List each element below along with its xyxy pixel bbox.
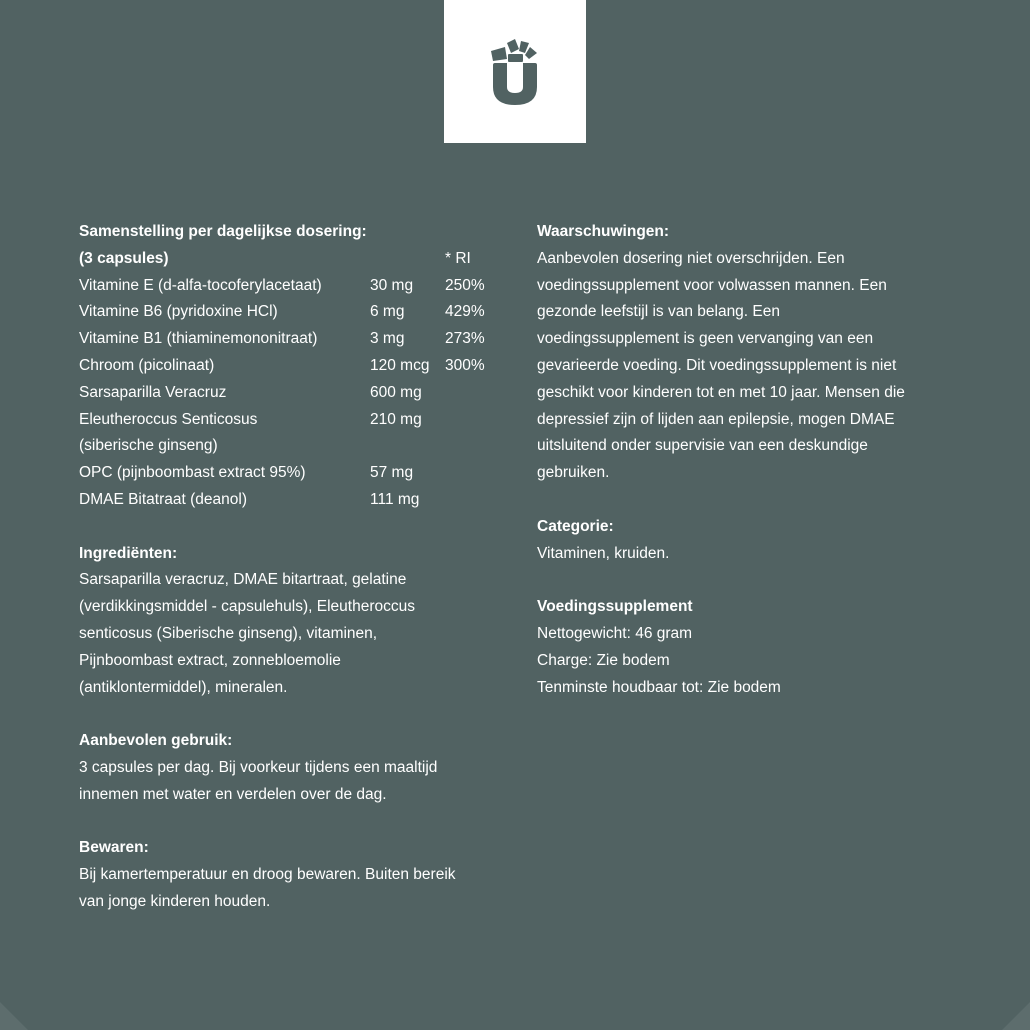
warnings-line: gezonde leefstijl is van belang. Een <box>537 303 780 321</box>
nutrient-name: Vitamine B1 (thiaminemononitraat) <box>79 330 318 348</box>
category-heading: Categorie: <box>537 517 614 535</box>
category-line: Vitaminen, kruiden. <box>537 544 670 562</box>
nutrient-amount: 111 mg <box>370 490 420 508</box>
nutrient-ri <box>445 380 505 407</box>
composition-subheading: (3 capsules) <box>79 249 169 267</box>
nutrient-name: Sarsaparilla Veracruz <box>79 383 227 401</box>
nutrient-amount: 120 mcg <box>370 356 430 374</box>
supplement-line: Nettogewicht: 46 gram <box>537 624 693 642</box>
supplement-line: Tenminste houdbaar tot: Zie bodem <box>537 678 781 696</box>
ingredients-line: Pijnboombast extract, zonnebloemolie <box>79 651 341 669</box>
nutrient-name: Chroom (picolinaat) <box>79 356 215 374</box>
warnings-line: uitsluitend onder supervisie van een deskundige <box>537 437 868 455</box>
composition-table <box>79 246 505 514</box>
corner-decoration-left <box>0 1002 28 1030</box>
composition-row <box>79 487 505 514</box>
supplement-heading: Voedingssupplement <box>537 598 693 616</box>
nutrient-name: (siberische ginseng) <box>79 437 218 455</box>
composition-row <box>79 407 505 434</box>
ingredients-heading: Ingrediënten: <box>79 544 178 562</box>
supplement-line: Charge: Zie bodem <box>537 651 670 669</box>
nutrient-ri: 300% <box>445 356 485 374</box>
nutrient-ri <box>445 433 505 460</box>
warnings-heading: Waarschuwingen: <box>537 223 670 240</box>
nutrient-ri <box>445 460 505 487</box>
composition-row <box>79 353 505 380</box>
nutrient-name: OPC (pijnboombast extract 95%) <box>79 464 306 482</box>
nutrient-amount: 210 mg <box>370 410 422 428</box>
ingredients-line: senticosus (Siberische ginseng), vitaminen, <box>79 624 378 642</box>
nutrient-name: Eleutheroccus Senticosus <box>79 410 258 428</box>
composition-row <box>79 460 505 487</box>
nutrient-ri <box>445 407 505 434</box>
composition-heading: Samenstelling per dagelijkse dosering: <box>79 223 367 240</box>
usage-line: 3 capsules per dag. Bij voorkeur tijdens een maaltijd <box>79 758 438 776</box>
nutrient-amount: 57 mg <box>370 464 414 482</box>
storage-line: Bij kamertemperatuur en droog bewaren. Buiten bereik <box>79 866 456 884</box>
warnings-line: gebruiken. <box>537 464 610 482</box>
nutrient-amount <box>370 433 445 460</box>
supplement-text <box>537 621 957 701</box>
usage-line: innemen met water en verdelen over de dag. <box>79 785 387 803</box>
warnings-line: geschikt voor kinderen tot en met 10 jaar. Mensen die <box>537 383 905 401</box>
nutrient-ri <box>445 487 505 514</box>
composition-row <box>79 273 505 300</box>
ingredients-line: (verdikkingsmiddel - capsulehuls), Eleutheroccus <box>79 598 415 616</box>
nutrient-ri: 429% <box>445 303 485 321</box>
storage-text <box>79 862 509 916</box>
left-column <box>79 219 509 916</box>
warnings-line: Aanbevolen dosering niet overschrijden. Een <box>537 249 845 267</box>
warnings-text <box>537 246 957 487</box>
ri-header: * RI <box>445 249 471 267</box>
warnings-line: voedingssupplement voor volwassen mannen. Een <box>537 276 887 294</box>
nutrient-amount: 3 mg <box>370 330 405 348</box>
nutrient-ri: 250% <box>445 276 485 294</box>
brand-logo-icon <box>485 37 545 107</box>
warnings-line: voedingssupplement is geen vervanging van een <box>537 330 874 348</box>
nutrient-amount: 6 mg <box>370 303 405 321</box>
composition-row <box>79 380 505 407</box>
ingredients-line: Sarsaparilla veracruz, DMAE bitartraat, gelatine <box>79 571 407 589</box>
storage-line: van jonge kinderen houden. <box>79 892 271 910</box>
nutrient-name: Vitamine E (d-alfa-tocoferylacetaat) <box>79 276 322 294</box>
usage-text <box>79 755 509 809</box>
corner-decoration-right <box>1002 1002 1030 1030</box>
nutrient-amount: 600 mg <box>370 383 422 401</box>
right-column <box>537 219 957 701</box>
storage-heading: Bewaren: <box>79 839 149 857</box>
usage-heading: Aanbevolen gebruik: <box>79 732 233 750</box>
category-text <box>537 541 957 568</box>
warnings-line: gevarieerde voeding. Dit voedingssupplement is niet <box>537 356 897 374</box>
nutrient-name: Vitamine B6 (pyridoxine HCl) <box>79 303 278 321</box>
logo-box <box>444 0 586 143</box>
warnings-line: depressief zijn of lijden aan epilepsie, mogen DMAE <box>537 410 895 428</box>
composition-row <box>79 299 505 326</box>
nutrient-name: DMAE Bitatraat (deanol) <box>79 490 247 508</box>
nutrient-ri: 273% <box>445 330 485 348</box>
composition-header-row <box>79 246 505 273</box>
composition-row <box>79 326 505 353</box>
composition-row <box>79 433 505 460</box>
nutrient-amount: 30 mg <box>370 276 414 294</box>
ingredients-text <box>79 567 509 701</box>
ingredients-line: (antiklontermiddel), mineralen. <box>79 678 288 696</box>
